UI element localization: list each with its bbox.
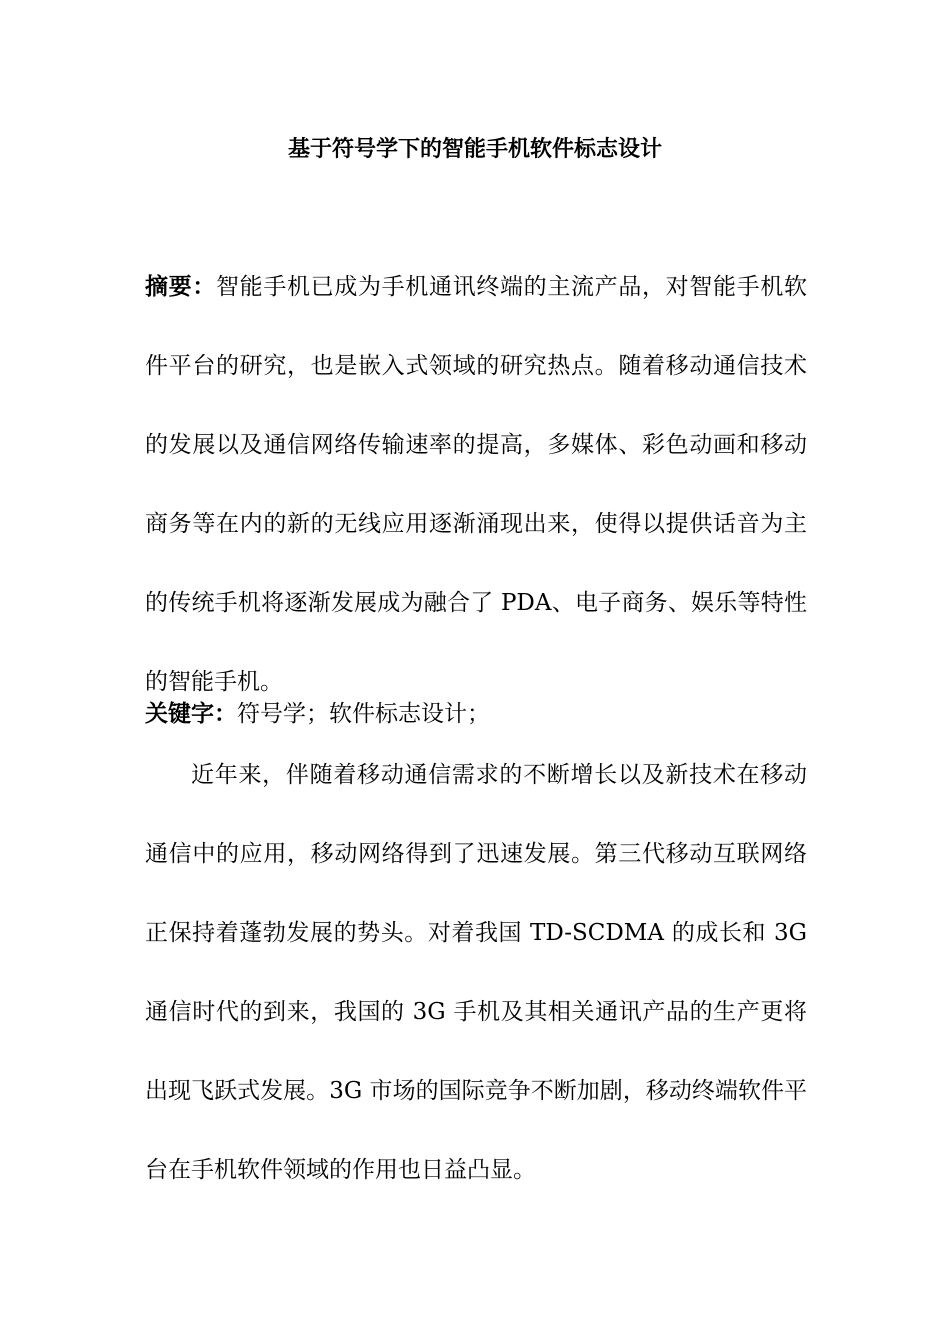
keywords-text: 符号学；软件标志设计； bbox=[237, 701, 490, 727]
abstract-paragraph bbox=[145, 248, 807, 722]
abstract-label: 摘要： bbox=[145, 274, 216, 300]
body-paragraph: 近年来，伴随着移动通信需求的不断增长以及新技术在移动通信中的应用，移动网络得到了迅速发展。第三代移动互联网络正保持着蓬勃发展的势头。对着我国 TD-SCDMA 的成长和 3G 通信时代的到来，我国的 3G 手机及其相关通讯产品的生产更将出现飞跃式发展。3G 市场的国际竞争不断加剧，移动终端软件平台在手机软件领域的作用也日益凸显。 bbox=[145, 762, 807, 1183]
document-title: 基于符号学下的智能手机软件标志设计 bbox=[287, 137, 662, 162]
keywords-label: 关键字： bbox=[145, 701, 237, 727]
abstract-text: 智能手机已成为手机通讯终端的主流产品，对智能手机软件平台的研究，也是嵌入式领域的研究热点。随着移动通信技术的发展以及通信网络传输速率的提高，多媒体、彩色动画和移动商务等在内的新的无线应用逐渐涌现出来，使得以提供话音为主的传统手机将逐渐发展成为融合了 PDA、电子商务、娱乐等特性的智能手机。 bbox=[145, 274, 807, 695]
keywords-paragraph bbox=[145, 694, 807, 734]
